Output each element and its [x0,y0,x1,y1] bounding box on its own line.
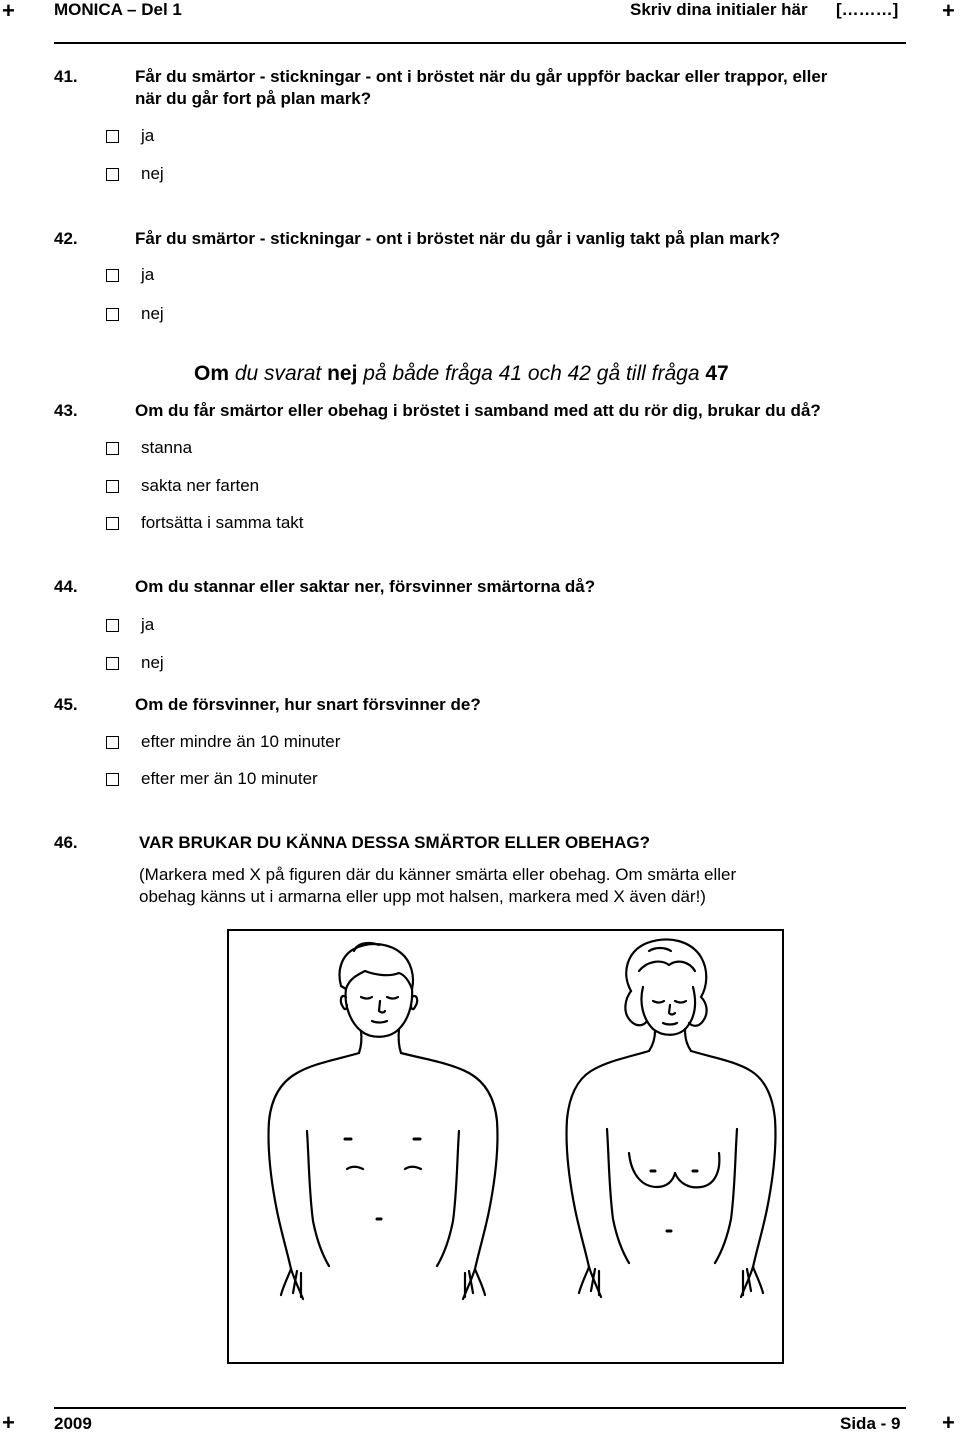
option-label: efter mer än 10 minuter [141,769,318,788]
question-number: 41. [54,67,78,86]
footer-rule [54,1407,906,1409]
registration-mark-bottom-right: + [942,1410,955,1435]
option-label: sakta ner farten [141,476,260,495]
question-text: Om de försvinner, hur snart försvinner de? [135,695,481,714]
question-text: Får du smärtor - stickningar - ont i bröstet när du går uppför backar eller trappor, eller [135,67,828,86]
body-diagram-area[interactable] [227,929,784,1364]
question-41 [54,66,914,110]
option-label: ja [141,615,155,634]
skip-note-target: 47 [705,362,729,385]
option-label: nej [141,164,164,183]
question-46-instruction [139,864,899,908]
question-number: 43. [54,401,78,420]
checkbox[interactable] [106,773,119,786]
question-text: Om du får smärtor eller obehag i bröstet i samband med att du rör dig, brukar du då? [135,401,821,420]
checkbox[interactable] [106,168,119,181]
instruction-line: (Markera med X på figuren där du känner smärta eller obehag. Om smärta eller [139,865,737,884]
q45-option-over-10[interactable] [106,769,318,789]
checkbox[interactable] [106,657,119,670]
checkbox[interactable] [106,619,119,632]
option-label: nej [141,653,164,672]
question-number: 42. [54,229,78,248]
question-44 [54,576,914,598]
footer-year: 2009 [54,1414,92,1433]
q45-option-under-10[interactable] [106,732,340,752]
skip-note-text: du svarat [229,362,328,385]
q41-option-nej[interactable] [106,164,164,184]
question-42 [54,228,914,250]
option-label: ja [141,265,155,284]
skip-instruction [194,361,729,387]
checkbox[interactable] [106,269,119,282]
checkbox[interactable] [106,442,119,455]
skip-note-text-2: på både fråga 41 och 42 gå till fråga [357,362,706,385]
question-46 [54,832,914,854]
option-label: ja [141,126,155,145]
question-number: 45. [54,695,78,714]
q41-option-ja[interactable] [106,126,154,146]
question-text: VAR BRUKAR DU KÄNNA DESSA SMÄRTOR ELLER OBEHAG? [139,833,650,852]
checkbox[interactable] [106,308,119,321]
body-outline-figures [229,931,782,1362]
option-label: efter mindre än 10 minuter [141,732,341,751]
document-title: MONICA – Del 1 [54,0,182,19]
registration-mark-bottom-left: + [2,1410,15,1435]
registration-mark-top-left: + [2,0,15,23]
option-label: nej [141,304,164,323]
q43-option-fortsatta[interactable] [106,513,304,533]
question-45 [54,694,914,716]
question-text-cont: när du går fort på plan mark? [135,89,372,108]
q44-option-ja[interactable] [106,615,154,635]
question-number: 46. [54,833,78,852]
question-43 [54,400,914,422]
registration-mark-top-right: + [942,0,955,23]
q42-option-ja[interactable] [106,265,154,285]
q42-option-nej[interactable] [106,304,164,324]
skip-note-om: Om [194,362,230,385]
question-text: Om du stannar eller saktar ner, försvinner smärtorna då? [135,577,596,596]
initials-field[interactable]: [………] [836,0,899,19]
question-text: Får du smärtor - stickningar - ont i bröstet när du går i vanlig takt på plan mark? [135,229,781,248]
q43-option-stanna[interactable] [106,438,192,458]
female-figure [566,939,775,1297]
question-number: 44. [54,577,78,596]
option-label: stanna [141,438,193,457]
page-number: Sida - 9 [840,1414,901,1433]
header-rule [54,42,906,44]
checkbox[interactable] [106,736,119,749]
instruction-line: obehag känns ut i armarna eller upp mot halsen, markera med X även där!) [139,887,706,906]
checkbox[interactable] [106,130,119,143]
q44-option-nej[interactable] [106,653,164,673]
male-figure [268,943,497,1299]
skip-note-nej: nej [327,362,358,385]
checkbox[interactable] [106,517,119,530]
checkbox[interactable] [106,480,119,493]
option-label: fortsätta i samma takt [141,513,304,532]
initials-label: Skriv dina initialer här [630,0,808,19]
q43-option-sakta[interactable] [106,476,259,496]
